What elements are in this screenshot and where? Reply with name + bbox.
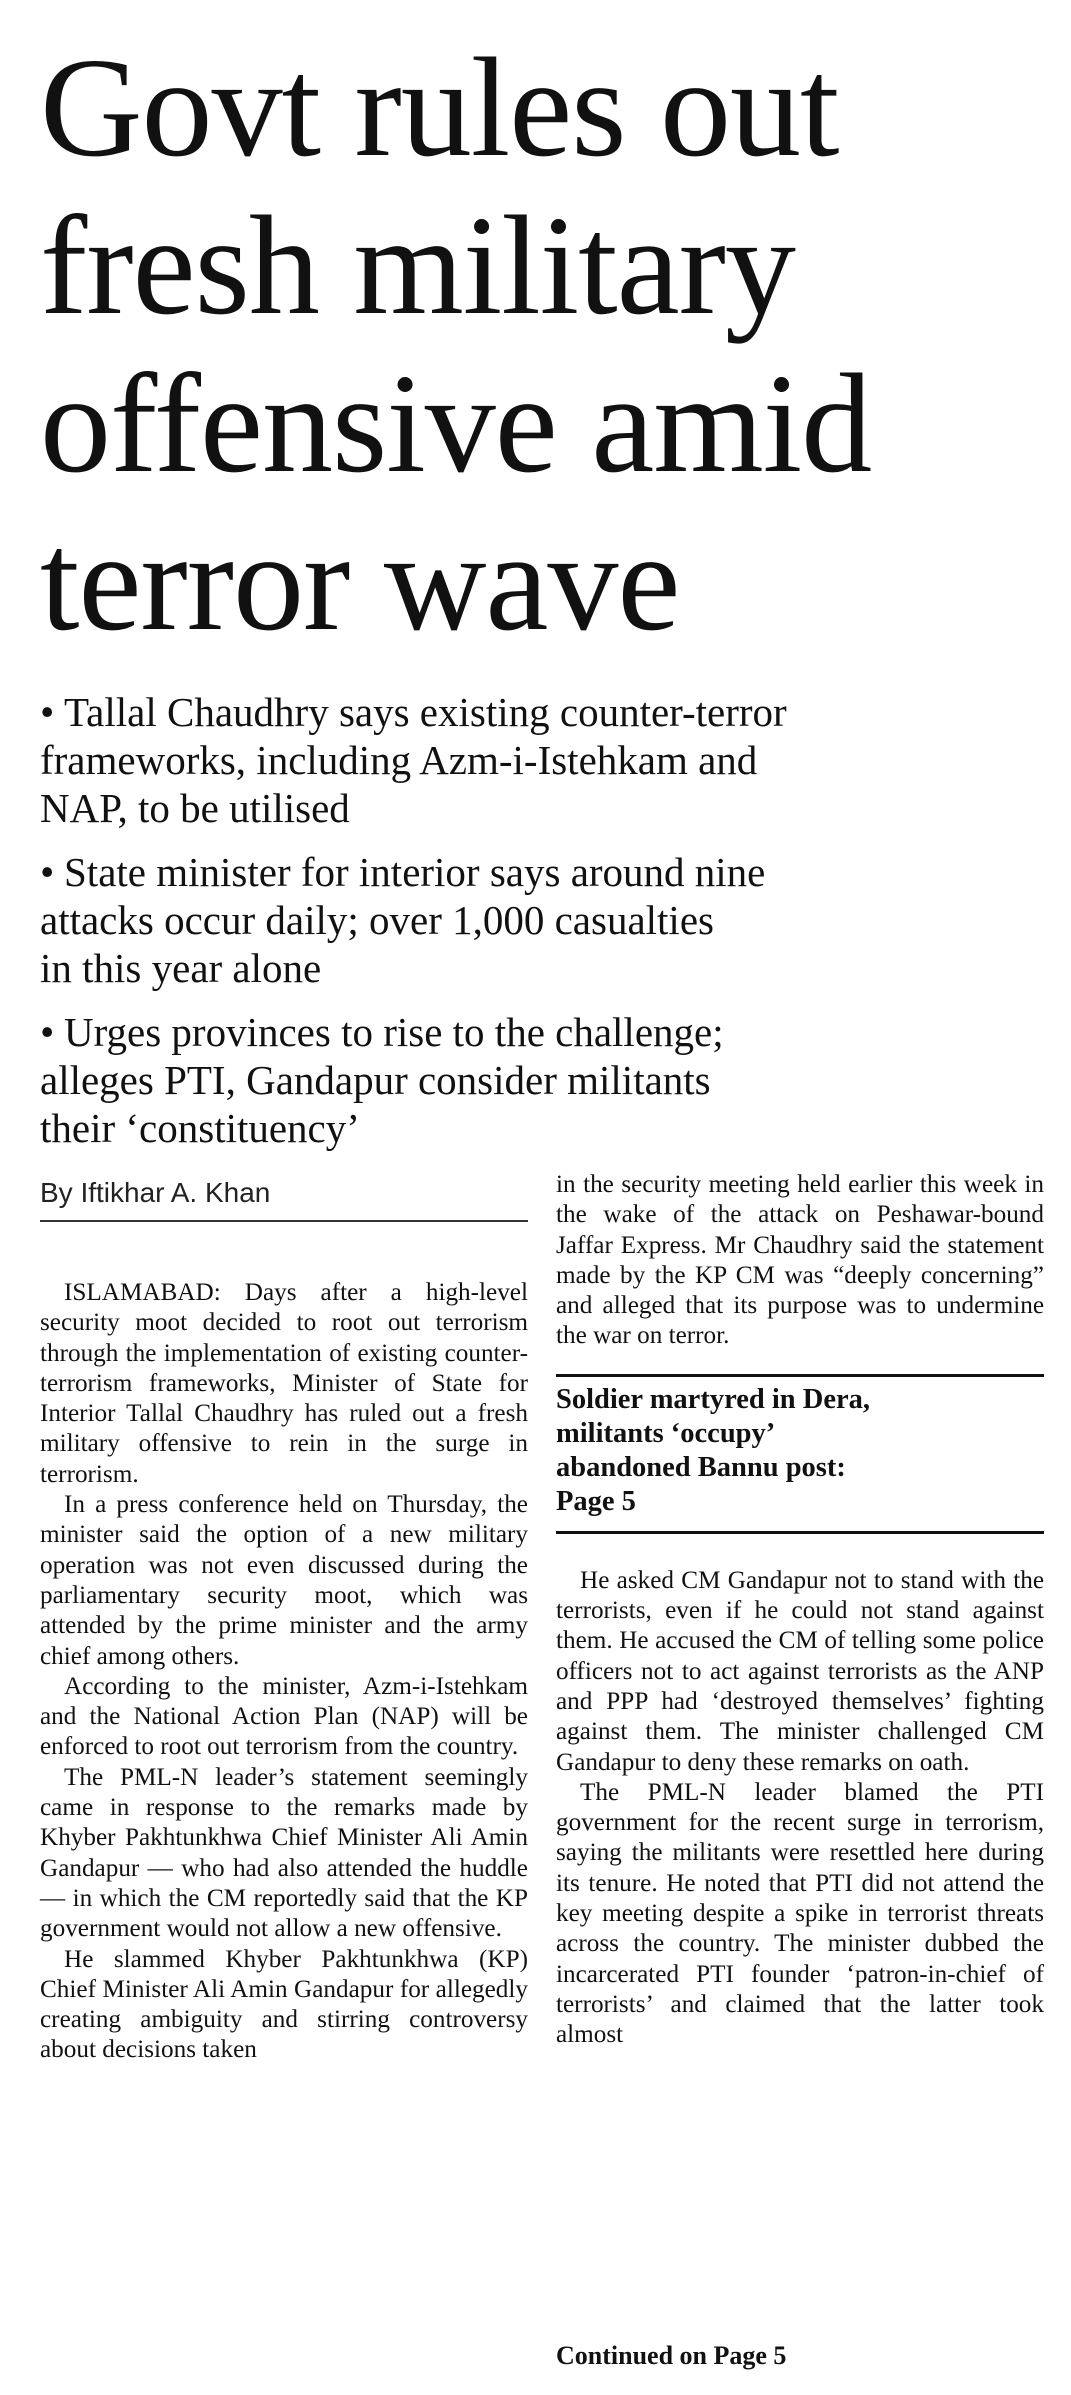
summary-bullet-line: NAP, to be utilised (40, 785, 350, 831)
summary-bullet-line (40, 848, 1050, 896)
summary-bullet-line: frameworks, including Azm-i-Istehkam and (40, 737, 758, 783)
article-paragraph: According to the minister, Azm-i-Istehkam and the National Action Plan (NAP) will be enforced to root out terrorism from the country. (40, 1672, 528, 1761)
article-paragraph: He asked CM Gandapur not to stand with the terrorists, even if he could not stand against them. He accused the CM of telling some police officers not to act against terrorists as the ANP and PPP had ‘destroyed themselves’ fighting against them. The minister challenged CM Gandapur to deny these remarks on oath. (556, 1566, 1044, 1776)
summary-bullet-text: Urges provinces to rise to the challenge; (64, 1009, 724, 1055)
summary-bullet (40, 688, 1050, 832)
summary-bullet-line (40, 688, 1050, 736)
bullet-icon: • (40, 849, 55, 895)
continued-on-page[interactable]: Continued on Page 5 (556, 2341, 787, 2370)
teaser-line: Soldier martyred in Dera, (556, 1383, 870, 1415)
headline (40, 28, 1050, 660)
article-paragraph: The PML-N leader’s statement seemingly came in response to the remarks made by Khyber Pakhtunkhwa Chief Minister Ali Amin Gandapur — who had also attended the huddle — in which the CM reportedly said that the KP government would not allow a new offensive. (40, 1763, 528, 1943)
summary-bullets (40, 688, 1050, 1168)
summary-bullet (40, 848, 1050, 992)
byline: By Iftikhar A. Khan (40, 1176, 528, 1222)
article-paragraph: He slammed Khyber Pakhtunkhwa (KP) Chief Minister Ali Amin Gandapur for allegedly creating ambiguity and stirring controversy about decisions taken (40, 1945, 528, 2064)
teaser-line: militants ‘occupy’ (556, 1417, 776, 1449)
headline-line: fresh military (40, 186, 795, 344)
article-paragraph: The PML-N leader blamed the PTI government for the recent surge in terrorism, saying the militants were resettled here during its tenure. He noted that PTI did not attend the key meeting despite a spike in terrorist threats across the country. The minister dubbed the incarcerated PTI founder ‘patron-in-chief of terrorists’ and claimed that the latter took almost (556, 1778, 1044, 2049)
summary-bullet-line (40, 1008, 1050, 1056)
article-column-right (556, 1170, 1044, 2051)
article-paragraph: In a press conference held on Thursday, the minister said the option of a new military operation was not even discussed during the parliamentary security moot, which was attended by the prime minister and the army chief among others. (40, 1491, 528, 1670)
article-paragraph-continuation: in the security meeting held earlier this week in the wake of the attack on Peshawar-bound Jaffar Express. Mr Chaudhry said the statement made by the KP CM was “deeply concerning” and alleged that its purpose was to undermine the war on terror. (556, 1171, 1044, 1350)
teaser-line: abandoned Bannu post: (556, 1451, 846, 1483)
summary-bullet-line: their ‘constituency’ (40, 1105, 360, 1151)
teaser-line: Page 5 (556, 1485, 636, 1517)
summary-bullet-line: attacks occur daily; over 1,000 casualties (40, 897, 714, 943)
summary-bullet (40, 1008, 1050, 1152)
headline-line: Govt rules out (40, 28, 839, 186)
summary-bullet-text: Tallal Chaudhry says existing counter-terror (64, 689, 787, 735)
summary-bullet-text: State minister for interior says around nine (64, 849, 766, 895)
bullet-icon: • (40, 689, 55, 735)
summary-bullet-line: alleges PTI, Gandapur consider militants (40, 1057, 711, 1103)
summary-bullet-line: in this year alone (40, 945, 322, 991)
article-column-left (40, 1176, 528, 2066)
bullet-icon: • (40, 1009, 55, 1055)
related-story-teaser[interactable] (556, 1374, 1044, 1534)
headline-line: terror wave (40, 502, 680, 660)
headline-line: offensive amid (40, 344, 872, 502)
article-paragraph: ISLAMABAD: Days after a high-level security moot decided to root out terrorism through the implementation of existing counter-terrorism frameworks, Minister of State for Interior Tallal Chaudhry has ruled out a fresh military offensive to rein in the surge in terrorism. (40, 1279, 528, 1488)
